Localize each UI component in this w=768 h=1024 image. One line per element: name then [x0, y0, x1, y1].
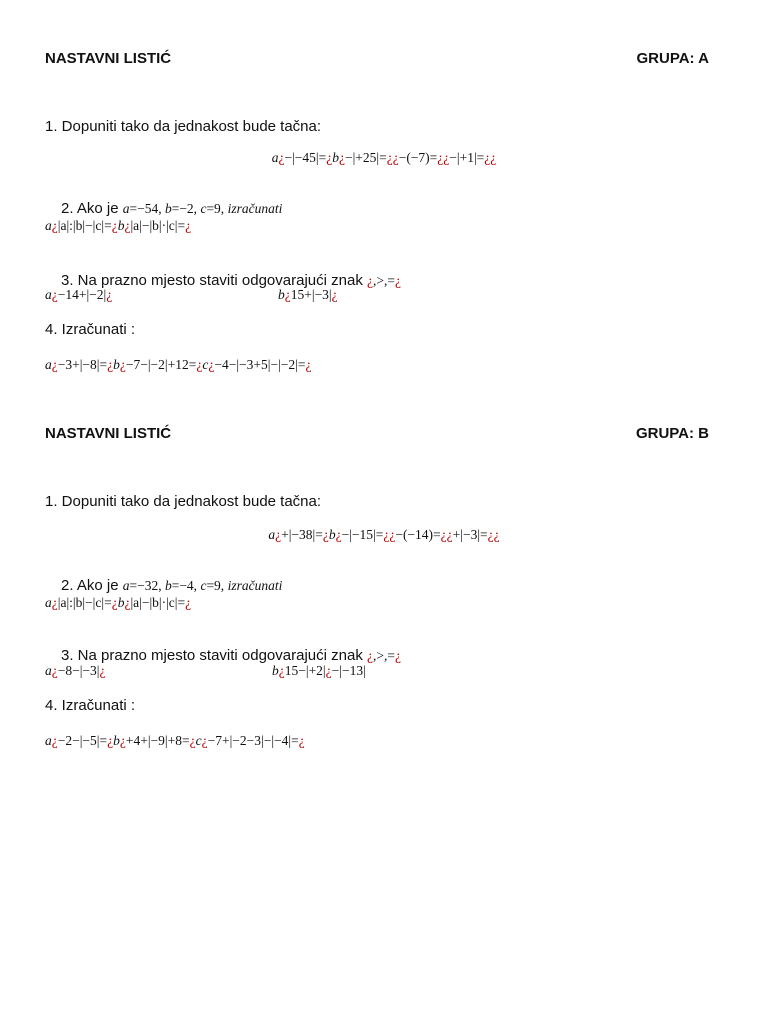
question-1-text: 1. Dopuniti tako da jednakost bude tačna:	[45, 118, 322, 135]
math-text: −(−14)=	[395, 527, 441, 542]
question-3-part-a	[45, 287, 112, 303]
answer-placeholder: ¿	[366, 273, 373, 288]
answer-placeholder: ¿	[278, 150, 285, 165]
math-variable: b	[328, 527, 336, 542]
question-4-text: 4. Izračunati :	[45, 321, 136, 338]
answer-placeholder: ¿	[51, 733, 58, 748]
answer-placeholder: ¿	[326, 150, 333, 165]
math-text: =−32,	[129, 578, 165, 593]
math-text: 15+|−3|	[290, 287, 332, 302]
question-3-part-b	[278, 287, 338, 303]
question-3-signs	[367, 648, 401, 663]
question-2-values	[123, 578, 283, 593]
answer-placeholder: ¿	[275, 527, 282, 542]
math-variable: a	[45, 663, 52, 678]
answer-placeholder: ¿	[278, 663, 285, 678]
math-variable: izračunati	[227, 578, 283, 593]
worksheet-title: NASTAVNI LISTIĆ	[45, 50, 172, 67]
answer-placeholder: ¿	[106, 287, 113, 302]
math-text: =−2,	[171, 201, 201, 216]
answer-placeholder: ¿	[107, 733, 114, 748]
math-text: −3+|−8|=	[57, 357, 108, 372]
math-text: −(−7)=	[398, 150, 438, 165]
answer-placeholder: ¿	[440, 527, 447, 542]
math-text: =−4,	[171, 578, 201, 593]
question-4-expressions	[45, 357, 311, 373]
answer-placeholder: ¿	[446, 527, 453, 542]
group-label: GRUPA: A	[636, 50, 709, 67]
question-2-expressions	[45, 595, 191, 611]
answer-placeholder: ¿	[51, 595, 58, 610]
question-1-equation	[0, 150, 768, 166]
math-variable: b	[113, 357, 120, 372]
math-variable: b	[272, 663, 279, 678]
math-text: −|+1|=	[449, 150, 485, 165]
question-1-text: 1. Dopuniti tako da jednakost bude tačna:	[45, 493, 322, 510]
math-variable: b	[164, 578, 172, 593]
math-variable: a	[122, 201, 130, 216]
answer-placeholder: ¿	[185, 218, 192, 233]
answer-placeholder: ¿	[392, 150, 399, 165]
math-text: −4−|−3+5|−|−2|=	[214, 357, 306, 372]
question-3-text: 3. Na prazno mjesto staviti odgovarajući znak	[61, 272, 367, 289]
math-text: −2−|−5|=	[57, 733, 108, 748]
math-text: |a|:|b|−|c|=	[57, 595, 112, 610]
answer-placeholder: ¿	[119, 357, 126, 372]
question-2-expressions	[45, 218, 191, 234]
answer-placeholder: ¿	[386, 150, 393, 165]
question-2-values	[123, 201, 283, 216]
question-3-text: 3. Na prazno mjesto staviti odgovarajući znak	[61, 647, 367, 664]
answer-placeholder: ¿	[185, 595, 192, 610]
math-text: |a|−|b|·|c|=	[130, 218, 186, 233]
answer-placeholder: ¿	[389, 527, 396, 542]
math-text: ,>,=	[372, 273, 395, 288]
answer-placeholder: ¿	[490, 150, 497, 165]
math-text: =9,	[206, 201, 228, 216]
math-variable: b	[332, 150, 339, 165]
math-text: −|+25|=	[344, 150, 387, 165]
question-3-signs	[367, 273, 401, 288]
answer-placeholder: ¿	[325, 663, 332, 678]
math-variable: izračunati	[227, 201, 283, 216]
answer-placeholder: ¿	[331, 287, 338, 302]
answer-placeholder: ¿	[124, 218, 131, 233]
answer-placeholder: ¿	[487, 527, 494, 542]
answer-placeholder: ¿	[322, 527, 329, 542]
math-text: ,>,=	[372, 648, 395, 663]
math-variable: a	[45, 357, 52, 372]
math-text: +|−3|=	[452, 527, 488, 542]
math-text: −|−45|=	[284, 150, 327, 165]
math-variable: a	[271, 150, 279, 165]
math-variable: a	[268, 527, 276, 542]
math-text: |a|:|b|−|c|=	[57, 218, 112, 233]
answer-placeholder: ¿	[335, 527, 342, 542]
question-4-text: 4. Izračunati :	[45, 697, 136, 714]
group-label: GRUPA: B	[635, 425, 709, 442]
worksheet-title: NASTAVNI LISTIĆ	[45, 425, 172, 442]
math-variable: c	[200, 201, 207, 216]
math-text: =9,	[206, 578, 228, 593]
answer-placeholder: ¿	[119, 733, 126, 748]
answer-placeholder: ¿	[99, 663, 106, 678]
answer-placeholder: ¿	[111, 218, 118, 233]
answer-placeholder: ¿	[208, 357, 215, 372]
answer-placeholder: ¿	[298, 733, 305, 748]
math-variable: a	[122, 578, 130, 593]
math-variable: b	[113, 733, 120, 748]
answer-placeholder: ¿	[383, 527, 390, 542]
question-2-text: 2. Ako je	[61, 200, 123, 217]
answer-placeholder: ¿	[284, 287, 291, 302]
math-text: |a|−|b|·|c|=	[130, 595, 186, 610]
answer-placeholder: ¿	[196, 357, 203, 372]
math-variable: b	[278, 287, 285, 302]
answer-placeholder: ¿	[366, 648, 373, 663]
question-1-equation	[0, 527, 768, 543]
math-text: +|−38|=	[281, 527, 323, 542]
math-text: =−54,	[129, 201, 165, 216]
math-variable: a	[45, 733, 52, 748]
math-text: −|−13|	[331, 663, 366, 678]
math-text: −7+|−2−3|−|−4|=	[207, 733, 299, 748]
answer-placeholder: ¿	[443, 150, 450, 165]
math-text: −8−|−3|	[57, 663, 100, 678]
math-variable: c	[195, 733, 202, 748]
question-2-text: 2. Ako je	[61, 577, 123, 594]
answer-placeholder: ¿	[107, 357, 114, 372]
math-variable: b	[117, 595, 125, 610]
question-3-part-b	[272, 663, 366, 679]
answer-placeholder: ¿	[484, 150, 491, 165]
math-text: −|−15|=	[341, 527, 384, 542]
answer-placeholder: ¿	[201, 733, 208, 748]
answer-placeholder: ¿	[305, 357, 312, 372]
answer-placeholder: ¿	[51, 357, 58, 372]
answer-placeholder: ¿	[51, 287, 58, 302]
math-variable: c	[200, 578, 207, 593]
answer-placeholder: ¿	[111, 595, 118, 610]
answer-placeholder: ¿	[124, 595, 131, 610]
math-variable: a	[45, 218, 52, 233]
math-variable: b	[164, 201, 172, 216]
answer-placeholder: ¿	[189, 733, 196, 748]
math-text: −7−|−2|+12=	[125, 357, 197, 372]
math-variable: a	[45, 595, 52, 610]
math-variable: c	[202, 357, 209, 372]
math-text: −14+|−2|	[57, 287, 107, 302]
answer-placeholder: ¿	[51, 663, 58, 678]
answer-placeholder: ¿	[394, 273, 401, 288]
math-variable: a	[45, 287, 52, 302]
math-variable: b	[117, 218, 125, 233]
answer-placeholder: ¿	[493, 527, 500, 542]
answer-placeholder: ¿	[51, 218, 58, 233]
math-text: 15−|+2|	[284, 663, 326, 678]
answer-placeholder: ¿	[437, 150, 444, 165]
answer-placeholder: ¿	[338, 150, 345, 165]
question-3-part-a	[45, 663, 106, 679]
math-text: +4+|−9|+8=	[125, 733, 190, 748]
question-4-expressions	[45, 733, 305, 749]
answer-placeholder: ¿	[394, 648, 401, 663]
